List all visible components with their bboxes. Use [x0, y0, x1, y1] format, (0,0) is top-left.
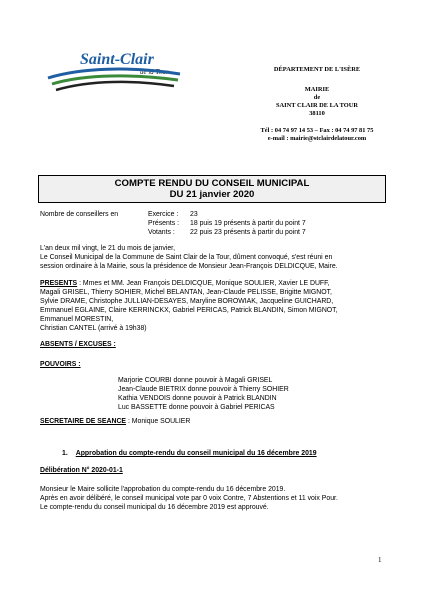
- point-1-line: Monsieur le Maire sollicite l'approbation du compte-rendu du 16 décembre 2019.: [40, 486, 286, 493]
- saint-clair-logo: [40, 48, 190, 98]
- mairie-label: MAIRIE: [304, 86, 330, 93]
- de-label: de: [313, 94, 321, 101]
- counts-label: Nombre de conseillers en: [40, 211, 119, 218]
- exercice-value: 23: [190, 211, 198, 218]
- department-label: DÉPARTEMENT DE L'ISÈRE: [273, 66, 361, 73]
- presents-count-value: 18 puis 19 présents à partir du point 7: [190, 220, 306, 227]
- intro-line: L'an deux mil vingt, le 21 du mois de janvier,: [40, 245, 175, 252]
- logo-subtext: de la Tour: [140, 68, 169, 76]
- pouvoir-item: Kathia VENDOIS donne pouvoir à Patrick BLANDIN: [118, 395, 277, 402]
- point-1-number: 1.: [62, 450, 68, 457]
- absents-label: ABSENTS / EXCUSES :: [40, 341, 116, 348]
- presents-count-label: Présents :: [148, 220, 180, 227]
- presents-line: [40, 280, 330, 288]
- intro-line: session ordinaire à la Mairie, sous la présidence de Monsieur Jean-François DELDICQUE, Maire.: [40, 263, 338, 270]
- presents-line: Magali GRISEL, Thierry SOHIER, Michel BELANTAN, Jean-Claude PELISSE, Brigitte MIGNOT,: [40, 289, 332, 296]
- deliberation-number: Délibération N° 2020-01-1: [40, 467, 123, 474]
- presents-label: PRESENTS: [40, 280, 78, 287]
- votants-label: Votants :: [148, 229, 175, 236]
- phone-fax: Tél : 04 74 97 14 53 – Fax : 04 74 97 81 75: [260, 127, 374, 134]
- presents-line: Sylvie DRAME, Christophe JULLIAN-DESAYES, Maryline BOROWIAK, Jacqueline GUICHARD,: [40, 298, 334, 305]
- pouvoir-item: Marjorie COURBI donne pouvoir à Magali GRISEL: [118, 377, 273, 384]
- pouvoir-item: Jean-Claude BIETRIX donne pouvoir à Thierry SOHIER: [118, 386, 289, 393]
- votants-value: 22 puis 23 présents à partir du point 7: [190, 229, 306, 236]
- presents-line: Emmanuel EGLAINE, Claire KERRINCKX, Gabriel PERICAS, Patrick BLANDIN, Simon MIGNOT,: [40, 307, 338, 314]
- title-line-1: COMPTE RENDU DU CONSEIL MUNICIPAL: [114, 178, 310, 189]
- point-1-heading: [62, 450, 317, 458]
- pouvoir-item: Luc BASSETTE donne pouvoir à Gabriel PERICAS: [118, 404, 275, 411]
- pouvoirs-label: POUVOIRS :: [40, 361, 81, 368]
- point-1-line: Le compte-rendu du conseil municipal du 16 décembre 2019 est approuvé.: [40, 504, 269, 511]
- point-1-line: Après en avoir délibéré, le conseil municipal vote par 0 voix Contre, 7 Abstentions et 11 voix Pour.: [40, 495, 338, 502]
- logo-swoosh-dark: [56, 82, 174, 90]
- point-1-title: Approbation du compte-rendu du conseil municipal du 16 décembre 2019: [75, 450, 317, 457]
- secretaire-line: [40, 418, 190, 426]
- logo-text: Saint-Clair: [80, 51, 154, 68]
- presents-line: Emmanuel MORESTIN,: [40, 316, 114, 323]
- secretaire-label: SECRETAIRE DE SEANCE: [40, 418, 127, 425]
- presents-first-line: : Mmes et MM. Jean François DELDICQUE, Monique SOULIER, Xavier LE DUFF,: [77, 280, 330, 287]
- secretaire-value: : Monique SOULIER: [126, 418, 191, 425]
- title-box: [38, 175, 386, 203]
- email-address: e-mail : mairie@stclairdelatour.com: [267, 135, 367, 142]
- postal-code: 38110: [309, 110, 325, 117]
- page-number: 1: [378, 556, 382, 564]
- title-line-2: DU 21 janvier 2020: [169, 189, 255, 200]
- presents-line: Christian CANTEL (arrivé à 19h38): [40, 325, 147, 332]
- commune-label: SAINT CLAIR DE LA TOUR: [275, 102, 359, 109]
- intro-line: Le Conseil Municipal de la Commune de Saint Clair de la Tour, dûment convoqué, s'est réuni en: [40, 254, 333, 261]
- exercice-label: Exercice :: [148, 211, 179, 218]
